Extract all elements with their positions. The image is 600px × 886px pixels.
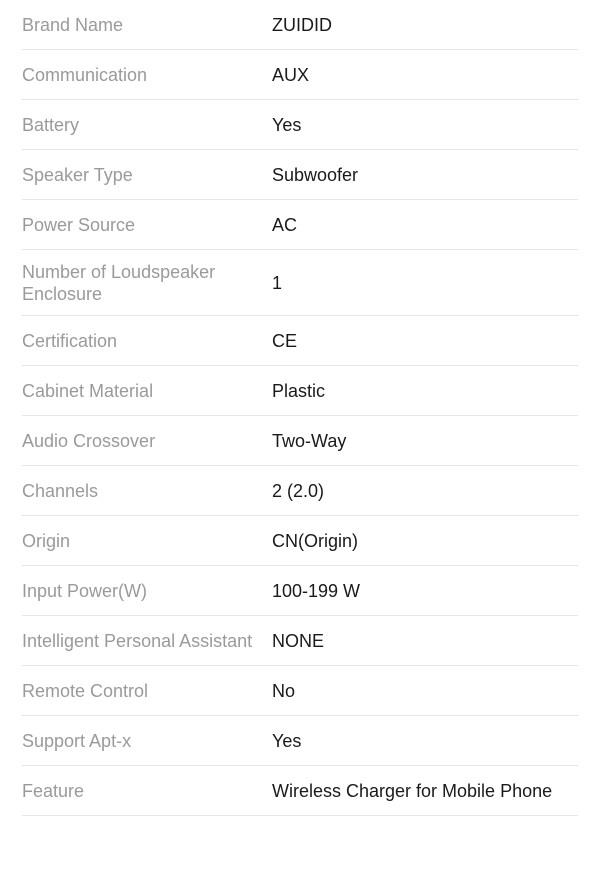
spec-row-audio-crossover	[22, 416, 578, 466]
spec-label: Origin	[22, 530, 71, 551]
spec-label: Speaker Type	[22, 164, 133, 185]
spec-row-feature	[22, 766, 578, 816]
spec-row-brand-name	[22, 0, 578, 50]
spec-row-certification	[22, 316, 578, 366]
spec-label: Number of Loudspeaker Enclosure	[22, 261, 216, 304]
spec-row-intelligent-assistant	[22, 616, 578, 666]
spec-value: CE	[272, 330, 298, 351]
spec-value: 100-199 W	[272, 580, 361, 601]
spec-row-remote-control	[22, 666, 578, 716]
spec-label: Remote Control	[22, 680, 149, 701]
spec-row-cabinet-material	[22, 366, 578, 416]
spec-row-origin	[22, 516, 578, 566]
spec-label: Feature	[22, 780, 85, 801]
spec-value: AUX	[272, 64, 310, 85]
spec-label: Battery	[22, 114, 80, 135]
spec-value: Wireless Charger for Mobile Phone	[272, 780, 553, 801]
spec-row-channels	[22, 466, 578, 516]
spec-label: Certification	[22, 330, 118, 351]
spec-label: Input Power(W)	[22, 580, 148, 601]
spec-label: Support Apt-x	[22, 730, 132, 751]
spec-row-loudspeaker-enclosure	[22, 250, 578, 316]
spec-label: Channels	[22, 480, 99, 501]
spec-label: Communication	[22, 64, 148, 85]
spec-value: CN(Origin)	[272, 530, 359, 551]
spec-label: Cabinet Material	[22, 380, 154, 401]
spec-row-speaker-type	[22, 150, 578, 200]
spec-label: Power Source	[22, 214, 136, 235]
spec-row-power-source	[22, 200, 578, 250]
spec-value: 2 (2.0)	[272, 480, 325, 501]
spec-value: Plastic	[272, 380, 326, 401]
spec-table	[22, 0, 578, 816]
spec-value: NONE	[272, 630, 325, 651]
spec-label: Brand Name	[22, 14, 124, 35]
spec-label: Audio Crossover	[22, 430, 156, 451]
spec-label: Intelligent Personal Assistant	[22, 630, 253, 651]
spec-value: Yes	[272, 114, 302, 135]
spec-row-support-aptx	[22, 716, 578, 766]
spec-value: 1	[272, 272, 283, 293]
spec-value: Yes	[272, 730, 302, 751]
spec-value: No	[272, 680, 296, 701]
spec-row-input-power	[22, 566, 578, 616]
spec-row-battery	[22, 100, 578, 150]
spec-value: Two-Way	[272, 430, 347, 451]
spec-value: ZUIDID	[272, 14, 332, 35]
spec-value: Subwoofer	[272, 164, 359, 185]
spec-row-communication	[22, 50, 578, 100]
spec-value: AC	[272, 214, 298, 235]
